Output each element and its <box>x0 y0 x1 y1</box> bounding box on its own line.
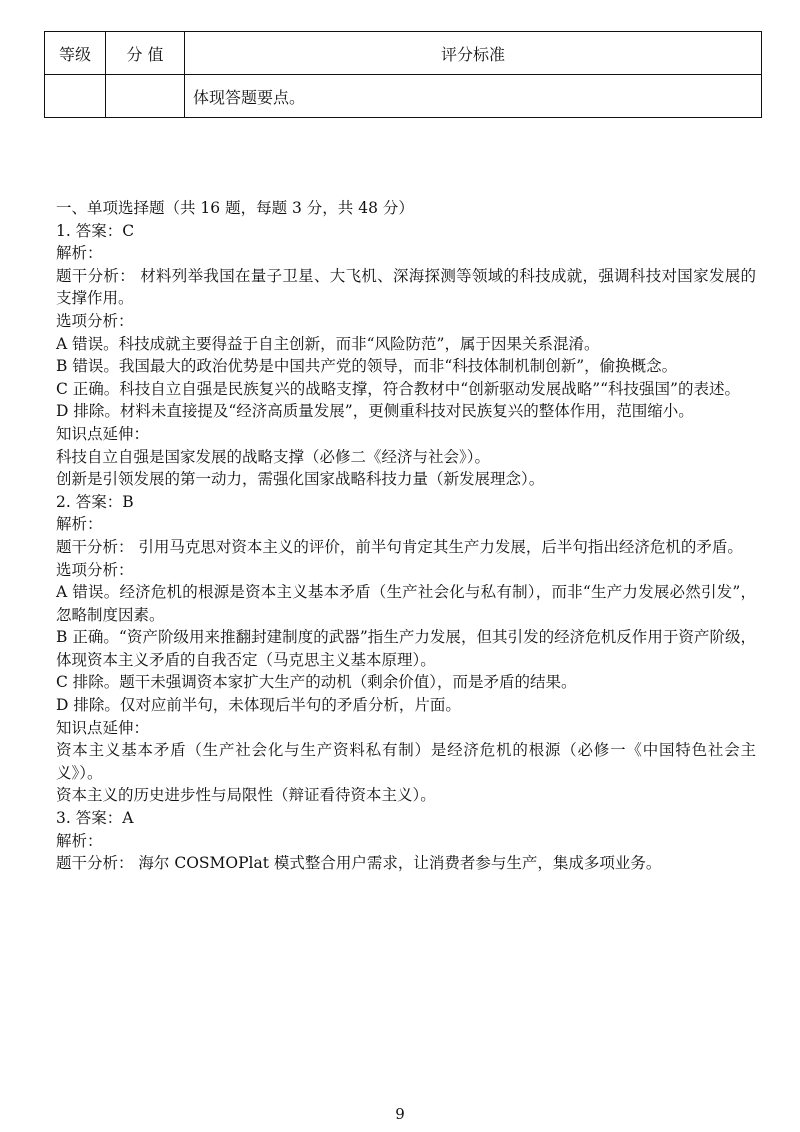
option-a: A 错误。经济危机的根源是资本主义基本矛盾（生产社会化与私有制），而非“生产力发展必然引发”，忽略制度因素。 <box>56 583 756 624</box>
knowledge-label: 知识点延伸： <box>56 424 150 443</box>
section-title: 一、单项选择题（共 16 题，每题 3 分，共 48 分） <box>56 199 414 217</box>
option-c: C 正确。科技自立自强是民族复兴的战略支撑，符合教材中“创新驱动发展战略”“科技强国”的表述。 <box>56 379 740 398</box>
header-score: 分 值 <box>106 32 185 75</box>
cell-level <box>45 75 106 118</box>
table-header-row <box>45 32 762 75</box>
option-b: B 正确。“资产阶级用来推翻封建制度的武器”指生产力发展，但其引发的经济危机反作用于资产阶级，体现资本主义矛盾的自我否定（马克思主义基本原理）。 <box>56 628 756 669</box>
grading-table <box>44 31 762 118</box>
knowledge-item: 科技自立自强是国家发展的战略支撑（必修二《经济与社会》）。 <box>56 447 491 466</box>
knowledge-item: 创新是引领发展的第一动力，需强化国家战略科技力量（新发展理念）。 <box>56 470 545 489</box>
stem-analysis: 题干分析： 材料列举我国在量子卫星、大飞机、深海探测等领域的科技成就，强调科技对国家发展的支撑作用。 <box>56 266 756 308</box>
answer-line: 1. 答案：C <box>56 221 135 240</box>
analysis-label: 解析： <box>56 515 103 534</box>
stem-analysis: 题干分析： 引用马克思对资本主义的评价，前半句肯定其生产力发展，后半句指出经济危机的矛盾。 <box>56 537 743 556</box>
option-analysis-label: 选项分析： <box>56 311 134 330</box>
knowledge-item: 资本主义的历史进步性与局限性（辩证看待资本主义）。 <box>56 786 436 805</box>
answer-line: 3. 答案：A <box>56 809 134 828</box>
option-a: A 错误。科技成就主要得益于自主创新，而非“风险防范”，属于因果关系混淆。 <box>56 334 600 353</box>
knowledge-label: 知识点延伸： <box>56 718 150 737</box>
option-d: D 排除。材料未直接提及“经济高质量发展”，更侧重科技对民族复兴的整体作用，范围缩小。 <box>56 402 694 421</box>
option-analysis-label: 选项分析： <box>56 560 134 579</box>
header-criteria: 评分标准 <box>185 32 762 75</box>
analysis-label: 解析： <box>56 831 103 850</box>
analysis-label: 解析： <box>56 244 103 263</box>
stem-analysis: 题干分析： 海尔 COSMOPlat 模式整合用户需求，让消费者参与生产，集成多项业务。 <box>56 854 662 873</box>
cell-criteria: 体现答题要点。 <box>185 75 762 118</box>
option-d: D 排除。仅对应前半句，未体现后半句的矛盾分析，片面。 <box>56 696 461 715</box>
table-row <box>45 75 762 118</box>
header-level: 等级 <box>45 32 106 75</box>
option-b: B 错误。我国最大的政治优势是中国共产党的领导，而非“科技体制机制创新”，偷换概念。 <box>56 357 678 376</box>
cell-score <box>106 75 185 118</box>
answer-content <box>56 197 756 875</box>
option-c: C 排除。题干未强调资本家扩大生产的动机（剩余价值），而是矛盾的结果。 <box>56 673 577 692</box>
answer-line: 2. 答案：B <box>56 492 134 511</box>
knowledge-item: 资本主义基本矛盾（生产社会化与生产资料私有制）是经济危机的根源（必修一《中国特色社会主义》）。 <box>56 741 756 782</box>
page-number: 9 <box>395 1105 405 1123</box>
